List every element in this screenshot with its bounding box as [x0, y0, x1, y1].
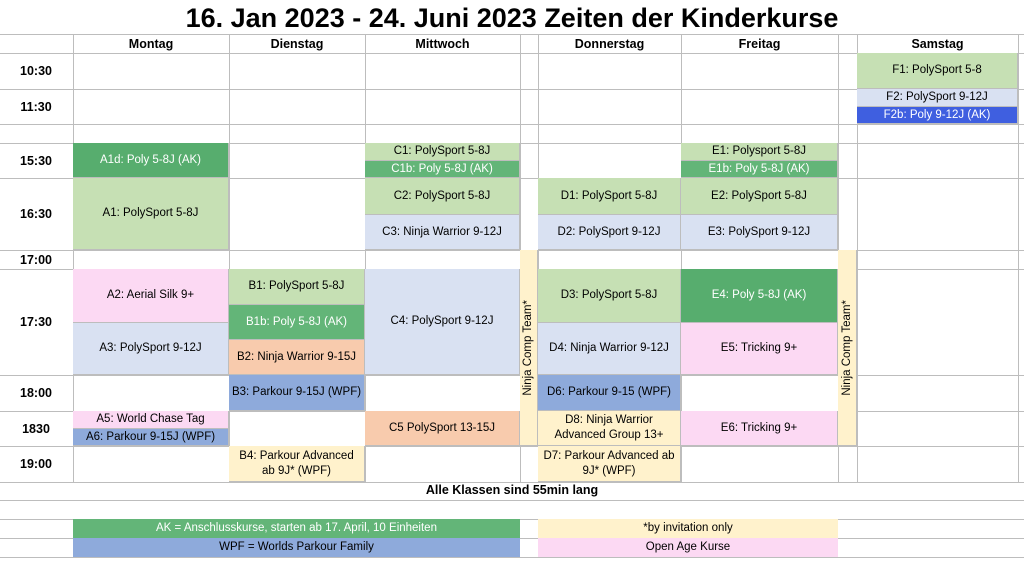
class-b1b[interactable]: B1b: Poly 5-8J (AK) [229, 305, 365, 340]
time-label: 10:30 [20, 64, 52, 78]
class-f2b[interactable]: F2b: Poly 9-12J (AK) [857, 107, 1018, 124]
time-label: 17:30 [20, 315, 52, 329]
grid-line [0, 250, 1024, 251]
legend-ak: AK = Anschlusskurse, starten ab 17. April, 10 Einheiten [73, 519, 520, 538]
day-header-mittwoch: Mittwoch [415, 36, 470, 51]
class-b3[interactable]: B3: Parkour 9-15J (WPF) [229, 375, 365, 411]
legend-wpf: WPF = Worlds Parkour Family [73, 538, 520, 557]
class-e2[interactable]: E2: PolySport 5-8J [681, 178, 838, 215]
class-c1b[interactable]: C1b: Poly 5-8J (AK) [365, 161, 520, 178]
ninja-comp-team-wed[interactable] [520, 250, 538, 446]
page-title: 16. Jan 2023 - 24. Juni 2023 Zeiten der Kinderkurse [185, 3, 839, 33]
time-label: 17:00 [20, 252, 52, 267]
class-b4[interactable]: B4: Parkour Advanced ab 9J* (WPF) [229, 446, 365, 482]
class-c3[interactable]: C3: Ninja Warrior 9-12J [365, 215, 520, 250]
day-header-donnerstag: Donnerstag [574, 36, 645, 51]
class-c4[interactable]: C4: PolySport 9-12J [365, 269, 520, 375]
grid-line [0, 446, 1024, 447]
class-c2[interactable]: C2: PolySport 5-8J [365, 178, 520, 215]
class-a6[interactable]: A6: Parkour 9-15J (WPF) [73, 429, 229, 446]
grid-line [229, 34, 230, 482]
ninja-comp-team-label: Ninja Comp Team* [840, 299, 853, 396]
class-d3[interactable]: D3: PolySport 5-8J [538, 269, 681, 323]
class-d6[interactable]: D6: Parkour 9-15 (WPF) [538, 375, 681, 411]
time-label: 11:30 [20, 99, 52, 114]
legend-invitation: *by invitation only [538, 519, 838, 538]
class-b2[interactable]: B2: Ninja Warrior 9-15J [229, 340, 365, 375]
time-label: 16:30 [20, 207, 52, 221]
day-header-montag: Montag [128, 36, 174, 51]
class-e4[interactable]: E4: Poly 5-8J (AK) [681, 269, 838, 323]
class-c1[interactable]: C1: PolySport 5-8J [365, 143, 520, 161]
time-label: 15:30 [20, 153, 52, 168]
class-e5[interactable]: E5: Tricking 9+ [681, 323, 838, 375]
class-d1[interactable]: D1: PolySport 5-8J [538, 178, 681, 215]
time-label: 18:00 [20, 386, 52, 400]
ninja-comp-team-fri[interactable] [838, 250, 857, 446]
class-e1[interactable]: E1: Polysport 5-8J [681, 143, 838, 161]
grid-line [0, 557, 1024, 558]
class-a1[interactable]: A1: PolySport 5-8J [73, 178, 229, 250]
class-a3[interactable]: A3: PolySport 9-12J [73, 323, 229, 375]
grid-line [1018, 34, 1019, 482]
class-a2[interactable]: A2: Aerial Silk 9+ [73, 269, 229, 323]
class-d7[interactable]: D7: Parkour Advanced ab 9J* (WPF) [538, 446, 681, 482]
class-c5[interactable]: C5 PolySport 13-15J [365, 411, 520, 446]
day-header-samstag: Samstag [911, 36, 964, 51]
time-label: 1830 [22, 421, 50, 436]
class-a5[interactable]: A5: World Chase Tag [73, 411, 229, 429]
class-e3[interactable]: E3: PolySport 9-12J [681, 215, 838, 250]
class-f2[interactable]: F2: PolySport 9-12J [857, 89, 1018, 107]
class-a1d[interactable]: A1d: Poly 5-8J (AK) [73, 143, 229, 178]
class-b1[interactable]: B1: PolySport 5-8J [229, 269, 365, 305]
grid-line [0, 500, 1024, 501]
class-d4[interactable]: D4: Ninja Warrior 9-12J [538, 323, 681, 375]
day-header-freitag: Freitag [738, 36, 781, 51]
duration-note: Alle Klassen sind 55min lang [425, 483, 599, 497]
class-d8[interactable]: D8: Ninja Warrior Advanced Group 13+ [538, 411, 681, 446]
grid-line [0, 375, 1024, 376]
day-header-dienstag: Dienstag [270, 36, 324, 51]
grid-line [0, 124, 1024, 125]
class-e6[interactable]: E6: Tricking 9+ [681, 411, 838, 446]
ninja-comp-team-label: Ninja Comp Team* [522, 299, 534, 396]
class-f1[interactable]: F1: PolySport 5-8 [857, 53, 1018, 89]
legend-open-age: Open Age Kurse [538, 538, 838, 557]
time-label: 19:00 [20, 457, 52, 471]
class-d2[interactable]: D2: PolySport 9-12J [538, 215, 681, 250]
class-e1b[interactable]: E1b: Poly 5-8J (AK) [681, 161, 838, 178]
